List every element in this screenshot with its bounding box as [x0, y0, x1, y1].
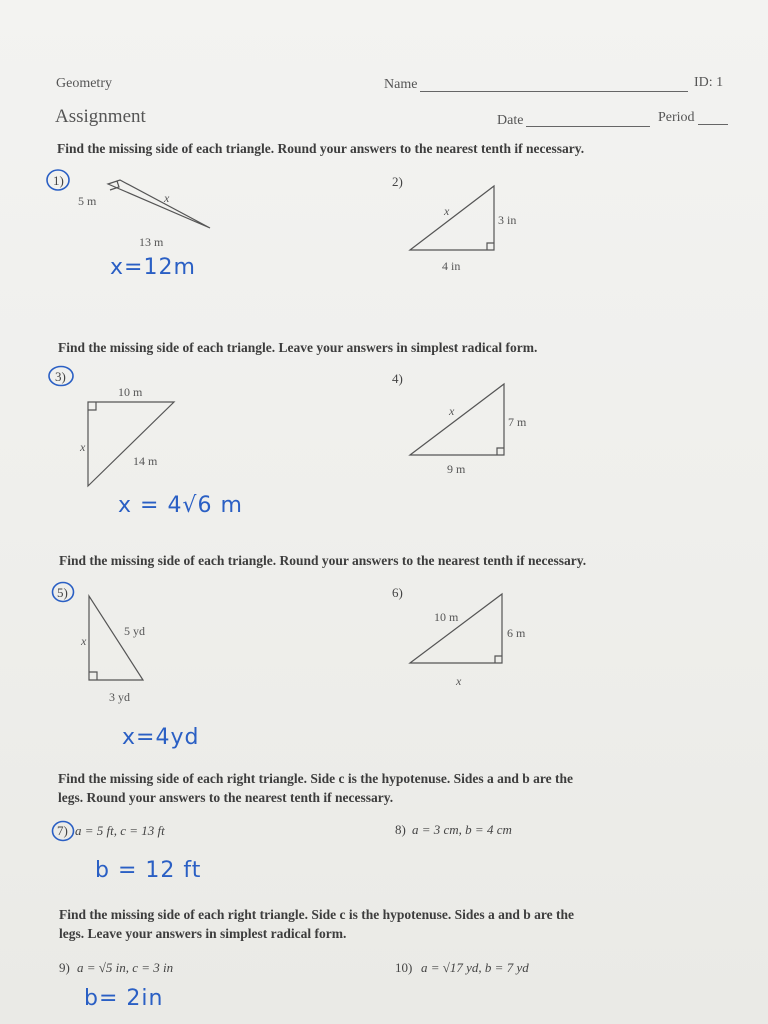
problem-6-triangle: [410, 594, 508, 666]
problem-2-number: 2): [392, 174, 403, 189]
problem-8-number: 8): [395, 822, 406, 837]
period-label: Period: [658, 110, 695, 125]
section-4-instructions-line2: legs. Round your answers to the nearest tenth if necessary.: [58, 790, 394, 805]
problem-1-triangle: [100, 180, 220, 235]
section-4-instructions-line1: Find the missing side of each right triangle. Side c is the hypotenuse. Sides a and b are the: [58, 771, 574, 786]
problem-2-side-x: x: [444, 204, 450, 218]
problem-5-side-hyp: 5 yd: [124, 624, 145, 638]
date-field[interactable]: [526, 126, 650, 127]
section-2-instructions: Find the missing side of each triangle. Leave your answers in simplest radical form.: [58, 340, 538, 355]
problem-8-text: a = 3 cm, b = 4 cm: [412, 822, 512, 837]
problem-3-side-x: x: [80, 440, 86, 454]
period-field[interactable]: [698, 124, 728, 125]
problem-4-side-x: x: [449, 404, 455, 418]
problem-4-number: 4): [392, 371, 403, 386]
assignment-title: Assignment: [55, 106, 146, 127]
date-label: Date: [497, 113, 524, 128]
problem-7-text: a = 5 ft, c = 13 ft: [75, 823, 165, 838]
problem-3-number: 3): [55, 369, 66, 384]
problem-1-side-x: x: [164, 191, 170, 205]
id-label: ID: 1: [694, 75, 724, 90]
section-3-instructions: Find the missing side of each triangle. Round your answers to the nearest tenth if necessary.: [59, 553, 587, 568]
problem-9-number: 9): [59, 960, 70, 975]
section-1-instructions: Find the missing side of each triangle. Round your answers to the nearest tenth if necessary.: [57, 141, 585, 156]
problem-5-triangle: [89, 596, 149, 684]
problem-4-side-a: 7 m: [508, 415, 527, 429]
problem-1-answer: x=12m: [110, 255, 196, 280]
problem-9-text: a = √5 in, c = 3 in: [77, 960, 174, 975]
problem-6-side-x: x: [456, 674, 462, 688]
problem-5-side-b: 3 yd: [109, 690, 130, 704]
problem-7-number: 7): [57, 823, 68, 838]
problem-5-number: 5): [57, 585, 68, 600]
problem-5-side-x: x: [81, 634, 87, 648]
name-field[interactable]: [420, 91, 688, 92]
problem-2-triangle: [410, 186, 500, 254]
problem-10-number: 10): [395, 960, 413, 975]
subject-label: Geometry: [56, 76, 112, 91]
problem-4-triangle: [410, 384, 510, 458]
section-5-instructions-line2: legs. Leave your answers in simplest radical form.: [59, 926, 347, 941]
problem-2-side-b: 4 in: [442, 259, 461, 273]
problem-1-side-b: 13 m: [139, 235, 164, 249]
problem-1-side-a: 5 m: [78, 194, 97, 208]
problem-6-side-a: 6 m: [507, 626, 526, 640]
problem-6-number: 6): [392, 585, 403, 600]
problem-9-answer: b= 2in: [84, 986, 164, 1011]
section-5-instructions-line1: Find the missing side of each right triangle. Side c is the hypotenuse. Sides a and b are the: [59, 907, 575, 922]
problem-3-answer: x = 4√6 m: [118, 493, 243, 518]
problem-4-side-b: 9 m: [447, 462, 466, 476]
problem-3-triangle: [88, 402, 178, 490]
problem-3-side-top: 10 m: [118, 385, 143, 399]
name-label: Name: [384, 77, 418, 92]
problem-3-side-hyp: 14 m: [133, 454, 158, 468]
problem-6-side-hyp: 10 m: [434, 610, 459, 624]
problem-5-answer: x=4yd: [122, 725, 200, 750]
problem-10-text: a = √17 yd, b = 7 yd: [421, 960, 529, 975]
problem-2-side-a: 3 in: [498, 213, 517, 227]
problem-7-answer: b = 12 ft: [95, 858, 202, 883]
problem-1-number: 1): [53, 173, 64, 188]
